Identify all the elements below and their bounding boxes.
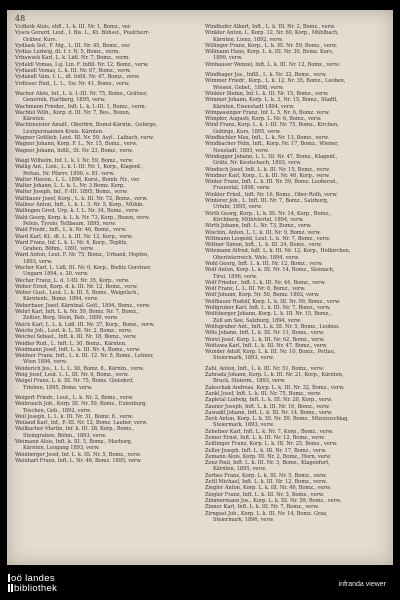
register-entry: Wohl Georg, Inft. L. k. III. Nr. 12, Bomz., verw. — [205, 260, 323, 267]
register-entry: Oberösterreich, Wels, 1894, verw. — [213, 254, 300, 261]
register-entry: Windbichler Max, Inft., L. k. Nr. 13, Bomz., verw. — [205, 135, 329, 142]
register-entry: Weimann Alois, Inft. k. III. 5, Bomz., Marburg, — [15, 439, 133, 445]
register-entry: Wolfsberger Johann, Korp. L. k. III. Nr. 15, Bomz., — [205, 311, 332, 318]
register-entry: Windner Karl, Korp., L. k. III. Nr. 46, Korp., verw. — [205, 172, 330, 179]
register-entry: Zahrada Johann, Korp. L. k. III. Nr. 21, Korp., Kärnten, — [205, 372, 344, 379]
register-entry: Wehrl Karl, Inft. L. k. Nr. 59, Bomz. Nr. 7, Bomz., — [15, 309, 140, 316]
register-entry: Weinhart Franz, Inft. L. Nr. 46, Bomz. 1895, verw. — [15, 457, 142, 464]
register-entry: Zerbes Franz, Korp. L. k. III. Nr. 5, Bomz., verw. — [205, 472, 327, 479]
register-entry: Zauner Joseph, Inft. L. k. III. Nr. 16, Bomz., verw. — [205, 403, 330, 410]
register-entry: Weber Ernst, Korp. d. k. III. Nr. 12, Bomz., verw. — [15, 283, 138, 290]
register-entry: Graben, Böhm., 1891, verw. — [23, 246, 94, 253]
register-entry: Weihrauch Joh., Korp. III. Nr. 59, Bomz., Eulenburg, — [15, 401, 147, 408]
register-entry: Ziegler Franz, Inft. L. k. III. Nr. 3, Bomz., verw. — [205, 491, 325, 498]
register-entry: Winkler Fried., Inft. Nr. 16, Bomz., Ober-Roth, verw. — [205, 191, 338, 198]
page-number: 48 — [15, 14, 26, 23]
register-entry: Wagner Johann, Korp. F. L., Nr. 15, Bomz., verw. — [15, 141, 138, 148]
register-entry: Wolfgruber Karl, Inft. L. k. III. Nr. 7, Bomz., verw. — [205, 305, 331, 312]
register-entry: Zeitlinger Franz, Korp. L. k. III. Nr. 25, Bomz., verw. — [205, 441, 338, 448]
register-entry: Kärnten, 1895, verw. — [213, 466, 267, 473]
register-entry: Waigl Wilhelm, Inf. L. k. I. Nr. 59, Bomz., verw. — [15, 157, 134, 164]
register-entry: Weidler Rud., L. Inft. L. 30, Bomz., Kärnten, — [15, 340, 127, 347]
register-entry: Grätz, Nr. Keutschach, 1893, verw. — [213, 160, 302, 167]
register-entry: Vydlaodl Vomas, L. k. III. Nr. 67, Bomz., verw. — [15, 68, 131, 75]
register-entry: Wachtel Wilh., Korp. d. III. Nr. 7, Bes., Bozen, — [15, 109, 131, 116]
register-entry: Waltbauer Josef, Korp., L. k. III. Nr. 72, Bomz., verw. — [15, 195, 148, 202]
register-entry: Windhofer Albert, Inft., L. k. III. Nr. 2, Bomz., verw. — [205, 24, 336, 30]
register-entry: Walter Joseph, Inf., F.-III. 1895, Bomz., verw. — [15, 189, 128, 196]
register-entry: Winterer Joh., L. Inft. III. Nr. 7, Bomz., Salzburg, — [205, 198, 329, 205]
left-column — [15, 24, 195, 464]
register-entry: Wecher Franz, L. d. 1-III. Nr. 35, Korp., verw. — [15, 277, 130, 284]
register-entry: Wittner Simon, Inft., L. k. III. 24, Bomz., verw. — [205, 242, 322, 249]
register-entry: Steiermark, 1893, verw. — [213, 355, 275, 362]
viewer-footer — [0, 572, 400, 600]
register-entry: Winter Franz, Inft. L. k. III. Nr. 59, Bomz. Leobersd., — [205, 179, 339, 186]
register-entry: Gräber, Kurs. — [23, 36, 57, 43]
register-entry: Kärntenb., Bomz. 1894, verw. — [23, 296, 99, 303]
register-entry: Bruck, Steierm., 1893, verw. — [213, 378, 286, 385]
register-entry: Wimmer Johann, Korp. L. k. 3, Nr. 15, Bomz., Stadtl, — [205, 97, 338, 104]
register-entry: Ward Franz, Inf. L. k. L. Nr. 4, Korp., Teplitz, — [15, 239, 128, 246]
register-entry: Ward Karl, Kf., dt. L. k. III. Nr. 12, Korp., verw. — [15, 233, 133, 240]
register-entry: Steingraben, Böhm., 1893, verw. — [23, 432, 107, 439]
register-entry: Trieben, 1895, Bomz. verw. — [23, 384, 93, 391]
register-entry: Vrbawsek Karl, L. k. Lidl. Nr. 7, Bomz., verm. — [15, 55, 130, 62]
register-entry: Wiesen, Gebet., 1898, verw. — [213, 84, 284, 91]
register-entry: Zapletal Ludwig, Inft. L. k. III. Nr. 20, Korp., verw. — [205, 397, 333, 404]
register-entry: Willinger Franz, Korp., L. k. III. Nr. 59, Bomz., verw. — [205, 42, 338, 49]
register-entry: Wirth Georg, Korp., L. k. III. Nr. 14, Korp., Bomz., — [205, 210, 332, 217]
register-entry: Gebirge, Kurs, 1895, verw. — [213, 128, 281, 135]
viewer-label: infranda viewer — [338, 581, 386, 588]
register-entry: Wien 1894, verw. — [23, 359, 67, 366]
register-entry: Frauental, 1898, verw. — [213, 185, 271, 192]
register-entry: Zaleschak Andreas, Korp. L. k. III. Nr. 32, Bomz., verw. — [205, 384, 345, 391]
register-entry: Wottawa Karl, Inft. L. k. III. Nr. 47, Bomz., verw. — [205, 342, 328, 349]
register-entry: Wöls Johann, Inft. L. k. III. Nr. 11, Bomz., verw. — [205, 330, 325, 337]
register-entry: Wolfbauer Rudolf, Korp. L. k. III. Nr. 99, Bomz., verw. — [205, 298, 341, 305]
register-entry: Vcdlošk Alois, ehfl., L. k. III. Nr. 1, Bomz., ver. — [15, 24, 132, 30]
register-entry: Wacher Alois, Inf., L. k. I.-III. Nr. 75, Bomz., Grätzer, — [15, 90, 148, 97]
register-entry: Vrdlosec Rud., L. L., Sw. Nr. 41, Bomz., verw. — [15, 80, 130, 87]
register-entry: Wimpler, Augusti, Korp. L. Nr. 6, Bomz., verw. — [205, 116, 322, 123]
register-entry: Windbacher Felix, Inft., Korp. Nr. 17, Bomz., Wiener, — [205, 141, 339, 148]
register-entry: Weiderich Jos., L. L. L. 30, Bomz. 8., Kärntn., verw. — [15, 365, 144, 372]
register-entry: Neustadt, 1893, verw. — [213, 147, 269, 154]
register-entry: Zawadil Johann, Inft. L. k. III. Nr. 14, Bomz., verw. — [205, 409, 333, 416]
register-entry: Weinberger Josef, Inf. L. k. III. Nr. 5, Bomz., verw. — [15, 451, 141, 458]
register-entry: Wirth Johann, Inft. L. Nr. 73, Bomz., verw. — [205, 223, 312, 230]
register-entry: Zenz Paul, Inft. L. k. III. Nr. 3, Bomz., Klagenfurt, — [205, 460, 330, 467]
register-entry: Wald Friedr., Inft., L. k. Nr. 46, Bomz., verw. — [15, 227, 127, 234]
register-entry: Walter Hieron., L. L. 1896, Korsi., Bomb. Nr., ver. — [15, 176, 140, 183]
register-entry: Wolf Anton, Korp. L. k. III. Nr. 14, Bomz., Steinach, — [205, 267, 335, 274]
register-entry: Wischin, Anton, L. L. k. III. Nr. 9, Bomz. verw. — [205, 229, 321, 236]
register-entry: Vydalodl Vam. I. L., dt. Infill. Nr. 47, Bomz., verw. — [15, 74, 140, 81]
register-entry: Ward Anton, Leut. F. Nr. 75, Bomz., Urbanii, Hopfen, — [15, 252, 149, 259]
register-entry: Zemann Alois, Korp. III. Nr. 2, Bomz., Horn, verw. — [205, 453, 332, 460]
register-entry: Zeitler, Berg. Stein, Beb., 1899, verw. — [23, 315, 119, 322]
register-entry: Willmann Hans, Korp. L. k. III. Nr. 30, Bomz. Kurs, — [205, 49, 334, 56]
register-entry: Zirngast Joh., Korp. L. k. III. Nr. 14, Bomz. Graz, — [205, 510, 328, 517]
logo-line-1: oö landes — [11, 573, 55, 584]
register-entry: Winkler Anton, L. Korp. 12, Nr. 60, Korp., Mühlbach, — [205, 30, 339, 37]
logo-bar-icon — [8, 574, 10, 582]
register-entry: Weidmann Josef, Inft. L. k. III. Nr. 4, Bomz., verw. — [15, 346, 141, 353]
register-entry: Weichel Sebast., Inft. k. III. Nr. 18, Bomz., verw. — [15, 334, 137, 341]
register-entry: Zankl Josef, Inft. L. k. III. Nr. 75, Bomz., verw. — [205, 390, 321, 397]
logo-bar-icon — [8, 584, 10, 592]
register-entry: Zell am See, Salzburg, 1894, verw. — [213, 317, 302, 324]
register-entry: Zehetner Karl, Inft. L. k. Nr. 7, Korp., Bomz., verw. — [205, 428, 334, 435]
register-entry: Zeck Anton, Korp. L. k. III. Nr. 59, Bomz., Mürzzuschlag, — [205, 416, 349, 423]
logo-bar-icon — [11, 584, 13, 592]
register-entry: 1899, verw. — [213, 55, 243, 62]
register-entry: Wachmann Frieder., Inft. L. k. I.-III. 1, Bomz., verm. — [15, 103, 147, 110]
register-entry: Zinner Karl, Inft. L. k. III. Nr. 7, Bomz., verw. — [205, 504, 319, 511]
register-entry: Wittmann Leopold, Leut. L. k. Nr. 7, Bomz., verw. — [205, 235, 331, 242]
register-entry: Teschen, Geb., 1892, verw. — [23, 407, 92, 414]
register-entry: 1893, verw. — [23, 258, 53, 265]
register-entry: Wolf Johann, Korp. Nr. 50, Bomz. 1892, verw. — [205, 292, 320, 299]
register-entry: Weich Karl, L. L. k. Lidl. III. Nr. 37, Korp., Bomz., verw. — [15, 321, 155, 328]
register-entry: Urfahr, 1895, verw. — [213, 204, 262, 211]
register-entry: Vyara Gerard, Leut., I. Bis. L., Kt. Bühsst., Pusfcherr- — [15, 30, 150, 37]
register-entry: Wolf Franz, L. L. III. Nr. 8, Bomz., verw. — [205, 286, 306, 293]
register-entry: Wagner Gottlieb, Leut. III. Nr. 59, Asyl.. Laibach, verw. — [15, 135, 154, 142]
register-entry: Wallingen Gred, Urp. k. I. L. Nr. 34, Bomz., verw. — [15, 208, 140, 215]
register-entry: Kärnten, Lienz, 1892, verw. — [213, 36, 283, 43]
register-entry: Wecher Karl, L. Lidl. III. Nr. 6, Korp., Bielitz Gerstner, — [15, 264, 152, 271]
register-entry: Wachtmeister Amalf., Oberfirn, Bomsl-Kärntn., Gebirge, — [15, 122, 158, 129]
register-entry: Winhauser Wenzel, Inft. L. k. III. Nr. 12, Bomz., verw. — [205, 61, 340, 68]
register-entry: Tirol, 1896, verw. — [213, 273, 258, 280]
register-entry: Wagner Johann, Infill., St. Nr. 23, Bomz., verw. — [15, 147, 133, 154]
register-entry: Vydlaek Sof., F. Mg., L. III. Nr. 45, Bomz., ver. — [15, 42, 131, 49]
register-entry: Vydaldl Vomas, Lsj. Lin. F. Infill. Nr. 12, Bomz., verw. — [15, 61, 149, 68]
register-entry: Wind Franz, Korp. L. k. I.-III. Nr. 75, Bomz., Kirchen, — [205, 122, 339, 129]
register-entry: Kärnten, Leogang 1893, verw. — [23, 445, 100, 452]
register-entry: Peleis, Tyrolo, Tellbaum, 1895, verw. — [23, 220, 116, 227]
scanned-page[interactable] — [7, 10, 393, 565]
register-entry: Ungarn 1894, s. 20. verw. — [23, 271, 89, 278]
register-entry: Weil Joseph, L. L. k. III. Nr. 31, Bomz. 8., verw. — [15, 413, 133, 420]
register-entry: Weidner Franz, Inft., L. k. III. 12. Nr. 5, Bomz., Lehner, — [15, 353, 154, 360]
register-entry: Weber Gust., Leut. L. k. III. 5, Bomz., Weigelsch., — [15, 290, 140, 297]
register-entry: Wallig Ant., Lisb., L. k. I.-III. Nr. 1, Korp., Klagenf., — [15, 164, 143, 171]
register-entry: Wolfsgruber Ant., Inft. L. k. III. Nr. 5, Bomz., Leoben. — [205, 323, 340, 330]
register-entry: Windhager Jos., Infill., L. k. Nr. 32, Bomz., verw. — [205, 72, 327, 79]
register-entry: Winkler Stefan, Inf. L. k. III. Nr. 15, Bomz., verw. — [205, 90, 329, 97]
register-entry: Leutgermannen Kreis. Kärnten. — [23, 128, 104, 135]
register-entry: Zeiner Ernst, Inft. L. k. III. Nr. 12, Bomz., verw. — [205, 435, 325, 441]
register-entry: Wunder Adolf, Korp. L. k. III. Nr. 10, Bomz., Pettau, — [205, 349, 336, 356]
register-entry: Steiermark, 1893, verw. — [213, 422, 275, 429]
register-entry: Witzmann Alfred, Inft. L. k. III. Nr. 12, Korp., Hofkirchen, — [205, 248, 351, 255]
register-entry: Wald Georg, Korp. k. L. k. Nr. 73, Korp., Bozen, verw. — [15, 214, 150, 221]
register-entry: Wolf Frieder., Inft. L. k. III. Nr. 44, Bomz., verw. — [205, 279, 326, 286]
register-entry: Wallner Anton, Inft., L. k. L. 3. Nr. 5, Korp., Mühln. — [15, 202, 144, 209]
register-entry: Zimmermann Jos., Korp. L. k. III. Nr. 59, Bomz., verw. — [205, 497, 342, 504]
register-entry: Windisch Josef, Inft. L. k. III. Nr. 15, Bomz., verw. — [205, 166, 330, 173]
register-entry: Windegger Johann, L. L. III. Nr. 47, Bomz., Klagenf., — [205, 153, 338, 160]
register-entry: Weilbacher Martin, Inf. k. III. 38, Korp., Bomz., — [15, 426, 135, 433]
right-column — [205, 24, 385, 523]
register-entry: Weiche Joh., Leut. k. L. III. Nr. 2, Bomz., verw. — [15, 327, 132, 334]
register-entry: Kärnten. — [23, 116, 46, 123]
register-entry: Vydlas Ludwig, dt. f. r. N. 5, Bomz., verm. — [15, 49, 121, 56]
register-entry: Weig Josef, Leut. L. L. III. Nr. 6, Bomz., verw. — [15, 372, 129, 379]
register-entry: Ziegler Anton, Korp. L. k. III. Nr. 46, Bomz., verw. — [205, 485, 331, 492]
logo-line-2: bibliothek — [14, 583, 58, 594]
register-entry: Zettl Michael, Inft. L. k. III. Nr. 12, Bomz., verw. — [205, 479, 327, 486]
register-entry: Zahl, Anton, Inft., L. k. III. Nr. 51, Bomz., verw. — [205, 365, 324, 372]
register-entry: Wimpassinger Franz, Inf. L. 5, Nr. 6, Bomz. verw. — [205, 109, 330, 116]
register-entry: Walter Johann, L. L. k. L. Nr. 3 Bomz. Korp. — [15, 183, 125, 190]
register-entry: Genernik, Hartberg, 1895, verw. — [23, 97, 106, 104]
register-entry: Pettau, Nr. Pfarrv. 1890, s. 81. verw. — [23, 170, 115, 177]
library-logo[interactable] — [8, 574, 57, 594]
register-entry: Weigert Friedr., Leut., L. k. Nr. 2, Bomz., verw. — [15, 394, 134, 401]
register-entry: Weberbaur, Josef, Kärntnal. Gott., 1894, Bomz., verw. — [15, 302, 151, 309]
register-entry: Kirchberg, Mühlviertel, 1894, verw. — [213, 216, 304, 223]
register-entry: Zeller Joseph, Inft. L. k. III. Nr. 17, Bomz., verw. — [205, 447, 327, 454]
register-entry: Weigel Franz, L. k. III. Nr. 75, Bomz. Gleisdorf, — [15, 378, 134, 385]
register-entry: Steiermark, 1896, verw. — [213, 516, 275, 523]
register-entry: Kärnten, Eisenstadt 1894, verw. — [213, 103, 295, 110]
register-entry: Worel Josef, Korp. L. k. III. Nr. 62, Bomz., verw. — [205, 336, 325, 343]
register-entry: Wimmer Friedr., Korp., L. k. 12, Nr. 35, Bomz., Leoben, — [205, 78, 346, 85]
register-entry: Weiland Karl, Inf., F.-III. Nr. 12, Bomz. Lauber, verw. — [15, 420, 148, 427]
